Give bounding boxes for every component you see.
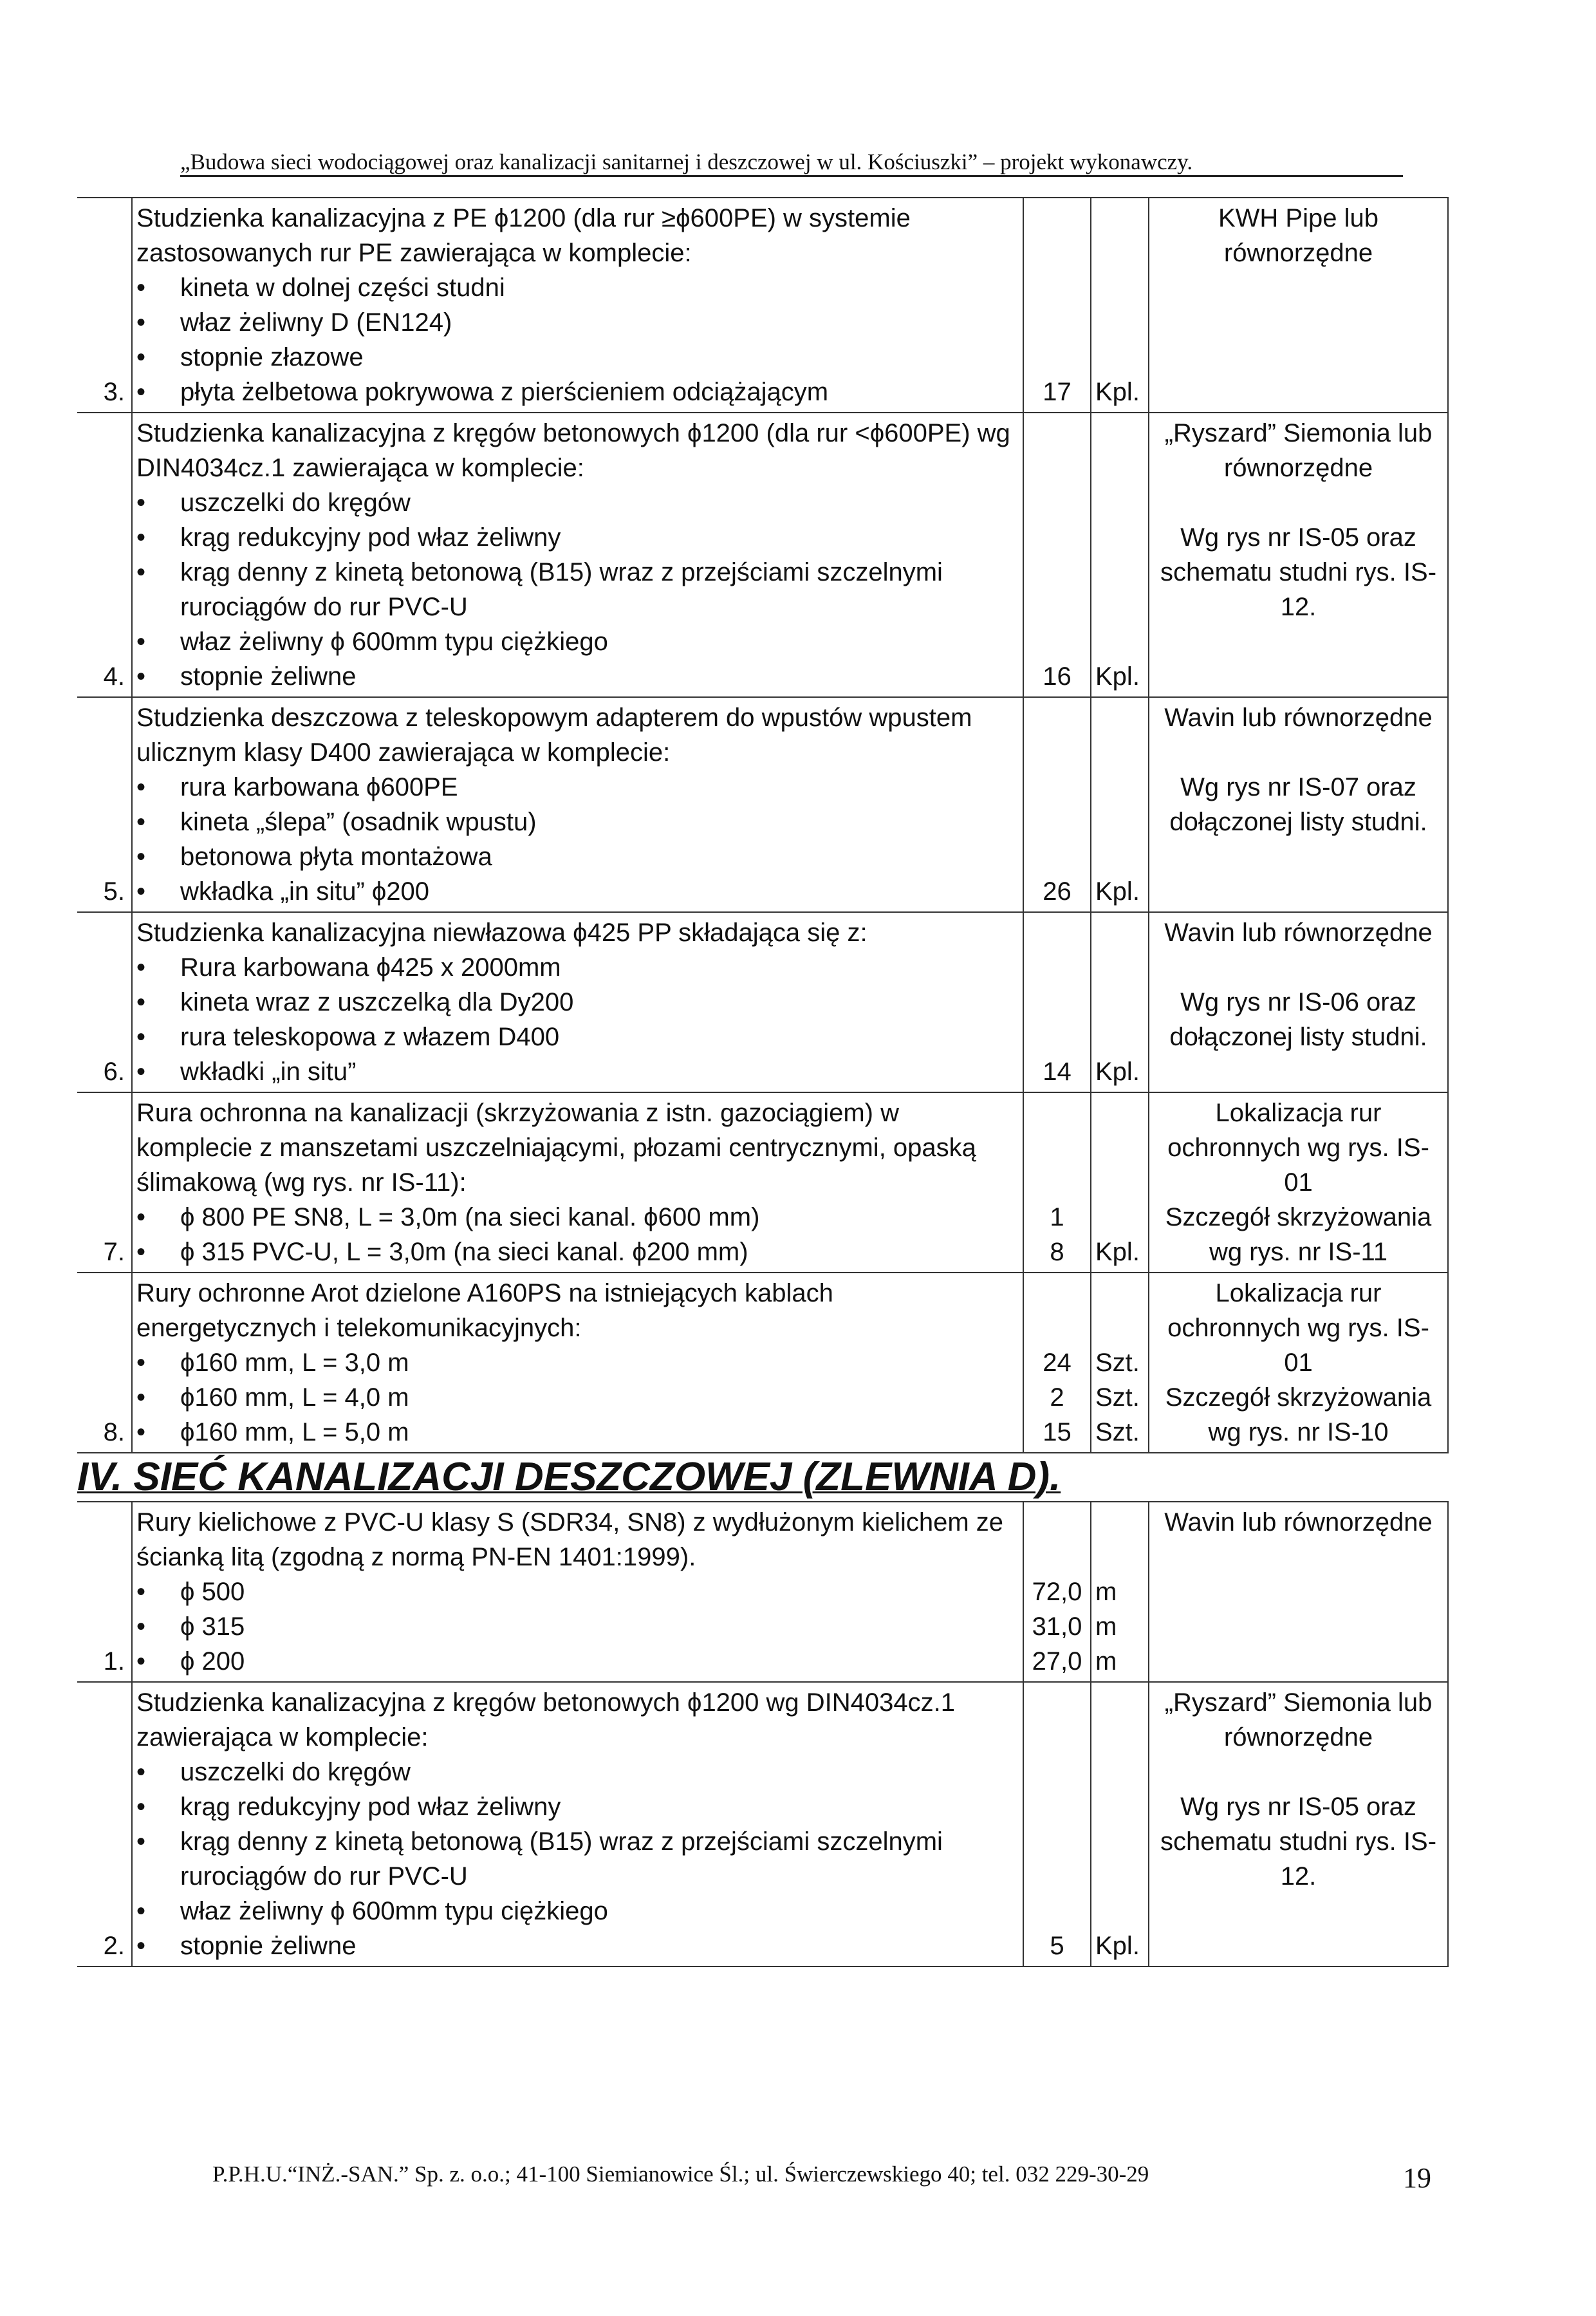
- unit-cell: [1091, 1273, 1149, 1453]
- table-body-part-1: [77, 198, 1448, 1453]
- unit-cell: [1091, 912, 1149, 1092]
- component-item: • ϕ160 mm, L = 4,0 m: [180, 1380, 1019, 1415]
- unit-value: Kpl.: [1095, 877, 1140, 906]
- component-list: [136, 270, 1019, 409]
- component-item: • ϕ160 mm, L = 3,0 m: [180, 1345, 1019, 1380]
- quantity-value: 16: [1043, 662, 1072, 691]
- note-text: „Ryszard” Siemonia lub równorzędne: [1164, 419, 1433, 482]
- component-item: • rura karbowana ϕ600PE: [180, 770, 1019, 805]
- item-number: 2.: [77, 1682, 132, 1966]
- component-list: [136, 1574, 1019, 1679]
- table-row: [77, 1273, 1448, 1453]
- item-description: [132, 912, 1023, 1092]
- item-number: 1.: [77, 1502, 132, 1682]
- component-item: • właz żeliwny ϕ 600mm typu ciężkiego: [180, 624, 1019, 659]
- component-item: • krąg redukcyjny pod właz żeliwny: [180, 520, 1019, 555]
- table-body-part-2: [77, 1502, 1448, 1966]
- description-text: Rury ochronne Arot dzielone A160PS na istniejących kablach energetycznych i telekomunikacyjnych:: [136, 1279, 833, 1342]
- component-item: • Rura karbowana ϕ425 x 2000mm: [180, 950, 1019, 985]
- item-description: [132, 1502, 1023, 1682]
- section-heading: IV. SIEĆ KANALIZACJI DESZCZOWEJ (ZLEWNIA D).: [77, 1453, 1448, 1502]
- quantity-cell: [1023, 1682, 1091, 1966]
- unit-value: Szt.: [1095, 1349, 1140, 1377]
- page-number: 19: [1403, 2162, 1431, 2194]
- component-list: [136, 485, 1019, 694]
- quantity-cell: [1023, 1092, 1091, 1273]
- table-row: [77, 697, 1448, 912]
- unit-value: Szt.: [1095, 1383, 1140, 1412]
- unit-value: Kpl.: [1095, 1238, 1140, 1266]
- unit-cell: [1091, 1682, 1149, 1966]
- notes-cell: [1149, 1502, 1448, 1682]
- component-item: • ϕ 315 PVC-U, L = 3,0m (na sieci kanal. ϕ200 mm): [180, 1235, 1019, 1269]
- unit-value: Kpl.: [1095, 662, 1140, 691]
- notes-cell: [1149, 912, 1448, 1092]
- unit-cell: [1091, 198, 1149, 413]
- quantity-value: 17: [1043, 378, 1072, 406]
- notes-cell: [1149, 1092, 1448, 1273]
- description-text: Studzienka kanalizacyjna niewłazowa ϕ425 PP składająca się z:: [136, 919, 868, 947]
- note-text: Wg rys nr IS-07 oraz dołączonej listy studni.: [1169, 773, 1427, 836]
- component-list: [136, 1755, 1019, 1963]
- table-row: [77, 912, 1448, 1092]
- description-text: Studzienka deszczowa z teleskopowym adapterem do wpustów wpustem ulicznym klasy D400 zawierająca w komplecie:: [136, 704, 972, 767]
- component-item: • uszczelki do kręgów: [180, 485, 1019, 520]
- component-list: [136, 1200, 1019, 1269]
- quantity-value: 72,0: [1032, 1578, 1082, 1606]
- quantity-cell: [1023, 697, 1091, 912]
- component-item: • ϕ 200: [180, 1644, 1019, 1679]
- quantity-value: 26: [1043, 877, 1072, 906]
- unit-value: m: [1095, 1578, 1117, 1606]
- unit-cell: [1091, 697, 1149, 912]
- table-row: [77, 1092, 1448, 1273]
- unit-value: Kpl.: [1095, 1932, 1140, 1960]
- quantity-value: 8: [1050, 1238, 1064, 1266]
- note-text: „Ryszard” Siemonia lub równorzędne: [1164, 1688, 1433, 1751]
- description-text: Rura ochronna na kanalizacji (skrzyżowania z istn. gazociągiem) w komplecie z manszetami uszczelniającymi, płozami centrycznymi, opaską ślimakową (wg rys. nr IS-11):: [136, 1099, 976, 1197]
- quantity-cell: [1023, 1502, 1091, 1682]
- note-text: Lokalizacja rur ochronnych wg rys. IS-01: [1167, 1099, 1429, 1197]
- quantity-value: 1: [1050, 1203, 1064, 1231]
- note-text: Wg rys nr IS-05 oraz schematu studni rys. IS-12.: [1160, 523, 1437, 621]
- component-item: • krąg redukcyjny pod właz żeliwny: [180, 1789, 1019, 1824]
- unit-value: m: [1095, 1612, 1117, 1641]
- component-item: • ϕ 500: [180, 1574, 1019, 1609]
- quantity-value: 31,0: [1032, 1612, 1082, 1641]
- component-item: • kineta „ślepa” (osadnik wpustu): [180, 805, 1019, 839]
- note-text: KWH Pipe lub równorzędne: [1218, 204, 1378, 267]
- component-item: • właz żeliwny ϕ 600mm typu ciężkiego: [180, 1894, 1019, 1928]
- item-number: 3.: [77, 198, 132, 413]
- quantity-cell: [1023, 912, 1091, 1092]
- note-text: [1153, 1755, 1443, 1789]
- component-item: • ϕ160 mm, L = 5,0 m: [180, 1415, 1019, 1450]
- note-text: [1153, 735, 1443, 770]
- running-header: „Budowa sieci wodociągowej oraz kanalizacji sanitarnej i deszczowej w ul. Kościuszki” – projekt wykonawczy.: [180, 149, 1403, 177]
- unit-value: Szt.: [1095, 1418, 1140, 1446]
- quantity-cell: [1023, 413, 1091, 697]
- item-description: [132, 198, 1023, 413]
- notes-cell: [1149, 697, 1448, 912]
- note-text: Wavin lub równorzędne: [1164, 1508, 1433, 1536]
- component-item: • ϕ 315: [180, 1609, 1019, 1644]
- unit-value: Kpl.: [1095, 378, 1140, 406]
- quantity-value: 5: [1050, 1932, 1064, 1960]
- quantity-cell: [1023, 1273, 1091, 1453]
- component-item: • wkładki „in situ”: [180, 1054, 1019, 1089]
- quantity-value: 24: [1043, 1349, 1072, 1377]
- note-text: [1153, 950, 1443, 985]
- item-number: 8.: [77, 1273, 132, 1453]
- quantity-value: 2: [1050, 1383, 1064, 1412]
- component-item: • betonowa płyta montażowa: [180, 839, 1019, 874]
- component-list: [136, 950, 1019, 1089]
- component-list: [136, 1345, 1019, 1450]
- note-text: Szczegół skrzyżowania wg rys. nr IS-10: [1165, 1383, 1432, 1446]
- unit-value: Kpl.: [1095, 1058, 1140, 1086]
- component-item: • stopnie złazowe: [180, 340, 1019, 375]
- description-text: Studzienka kanalizacyjna z kręgów betonowych ϕ1200 wg DIN4034cz.1 zawierająca w komplecie:: [136, 1688, 956, 1751]
- specification-table: [77, 197, 1448, 1967]
- item-number: 7.: [77, 1092, 132, 1273]
- component-item: • krąg denny z kinetą betonową (B15) wraz z przejściami szczelnymi rurociągów do rur PVC-U: [180, 555, 1019, 624]
- component-item: • stopnie żeliwne: [180, 659, 1019, 694]
- component-item: • właz żeliwny D (EN124): [180, 305, 1019, 340]
- table-row: [77, 1502, 1448, 1682]
- unit-cell: [1091, 1092, 1149, 1273]
- item-number: 5.: [77, 697, 132, 912]
- component-item: • płyta żelbetowa pokrywowa z pierścieniem odciążającym: [180, 375, 1019, 409]
- component-item: • kineta w dolnej części studni: [180, 270, 1019, 305]
- footer-address: P.P.H.U.“INŻ.-SAN.” Sp. z. o.o.; 41-100 Siemianowice Śl.; ul. Świerczewskiego 40; tel. 032 229-30-29: [212, 2162, 1149, 2187]
- component-item: • krąg denny z kinetą betonową (B15) wraz z przejściami szczelnymi rurociągów do rur PVC-U: [180, 1824, 1019, 1894]
- component-item: • wkładka „in situ” ϕ200: [180, 874, 1019, 909]
- note-text: Wg rys nr IS-05 oraz schematu studni rys. IS-12.: [1160, 1793, 1437, 1891]
- notes-cell: [1149, 1273, 1448, 1453]
- item-number: 6.: [77, 912, 132, 1092]
- unit-value: [1095, 1200, 1144, 1235]
- quantity-value: 15: [1043, 1418, 1072, 1446]
- table-row: [77, 1682, 1448, 1966]
- note-text: Lokalizacja rur ochronnych wg rys. IS-01: [1167, 1279, 1429, 1377]
- notes-cell: [1149, 1682, 1448, 1966]
- quantity-cell: [1023, 198, 1091, 413]
- notes-cell: [1149, 198, 1448, 413]
- unit-cell: [1091, 1502, 1149, 1682]
- item-description: [132, 1273, 1023, 1453]
- unit-value: m: [1095, 1647, 1117, 1676]
- description-text: Studzienka kanalizacyjna z kręgów betonowych ϕ1200 (dla rur <ϕ600PE) wg DIN4034cz.1 zawierająca w komplecie:: [136, 419, 1010, 482]
- table-row: [77, 413, 1448, 697]
- quantity-value: 27,0: [1032, 1647, 1082, 1676]
- notes-cell: [1149, 413, 1448, 697]
- item-description: [132, 1092, 1023, 1273]
- item-number: 4.: [77, 413, 132, 697]
- unit-cell: [1091, 413, 1149, 697]
- component-item: • stopnie żeliwne: [180, 1928, 1019, 1963]
- component-item: • uszczelki do kręgów: [180, 1755, 1019, 1789]
- table-row: [77, 198, 1448, 413]
- component-item: • kineta wraz z uszczelką dla Dy200: [180, 985, 1019, 1020]
- note-text: Szczegół skrzyżowania wg rys. nr IS-11: [1165, 1203, 1432, 1266]
- component-list: [136, 770, 1019, 909]
- item-description: [132, 413, 1023, 697]
- note-text: [1153, 485, 1443, 520]
- component-item: • rura teleskopowa z włazem D400: [180, 1020, 1019, 1054]
- note-text: Wavin lub równorzędne: [1164, 919, 1433, 947]
- note-text: Wavin lub równorzędne: [1164, 704, 1433, 732]
- component-item: • ϕ 800 PE SN8, L = 3,0m (na sieci kanal. ϕ600 mm): [180, 1200, 1019, 1235]
- note-text: Wg rys nr IS-06 oraz dołączonej listy studni.: [1169, 988, 1427, 1051]
- quantity-value: 14: [1043, 1058, 1072, 1086]
- description-text: Rury kielichowe z PVC-U klasy S (SDR34, SN8) z wydłużonym kielichem ze ścianką litą (zgodną z normą PN-EN 1401:1999).: [136, 1508, 1004, 1571]
- description-text: Studzienka kanalizacyjna z PE ϕ1200 (dla rur ≥ϕ600PE) w systemie zastosowanych rur PE zawierająca w komplecie:: [136, 204, 911, 267]
- item-description: [132, 1682, 1023, 1966]
- item-description: [132, 697, 1023, 912]
